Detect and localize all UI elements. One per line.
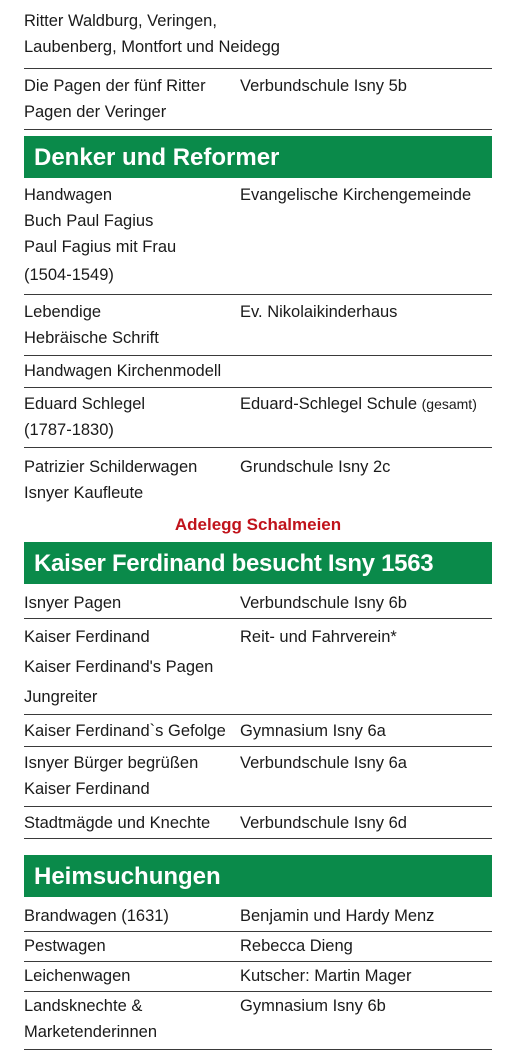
entry-line: Isnyer Bürger begrüßen xyxy=(24,754,199,772)
entry-title xyxy=(24,718,226,744)
entry-participant xyxy=(240,299,397,325)
entry-participant xyxy=(240,182,471,208)
entry-line: Eduard-Schlegel Schule xyxy=(240,395,418,413)
section-heading: Kaiser Ferdinand besucht Isny 1563 xyxy=(24,542,492,584)
entry-line: Handwagen xyxy=(24,186,113,204)
entry-line: Patrizier Schilderwagen xyxy=(24,458,198,476)
entry-participant xyxy=(240,903,434,929)
entry-line: Gymnasium Isny 6b xyxy=(240,997,386,1015)
table-row xyxy=(24,73,492,130)
entry-line: Isnyer Kaufleute xyxy=(24,484,144,502)
table-row xyxy=(24,933,492,962)
section-heading: Heimsuchungen xyxy=(24,855,492,897)
entry-participant xyxy=(240,933,353,959)
table-row xyxy=(24,299,492,356)
table-row xyxy=(24,358,492,388)
entry-line: Lebendige xyxy=(24,303,102,321)
interlude-title: Adelegg Schalmeien xyxy=(174,515,342,534)
entry-line: Kaiser Ferdinand xyxy=(24,628,150,646)
entry-line: Grundschule Isny 2c xyxy=(240,458,391,476)
entry-title xyxy=(24,182,176,288)
entry-title xyxy=(24,963,130,989)
entry-line: Pagen der Veringer xyxy=(24,103,167,121)
entry-title xyxy=(24,903,169,929)
table-row xyxy=(24,993,492,1050)
table-row xyxy=(24,810,492,839)
section-heading: Denker und Reformer xyxy=(24,136,492,178)
entry-line: (1504-1549) xyxy=(24,266,114,284)
entry-participant xyxy=(240,73,407,99)
table-row xyxy=(24,8,492,69)
entry-line: Gymnasium Isny 6a xyxy=(240,722,386,740)
table-row xyxy=(24,454,492,506)
table-row xyxy=(24,903,492,932)
table-row xyxy=(24,750,492,807)
entry-line: Kaiser Ferdinand`s Gefolge xyxy=(24,722,226,740)
entry-line: Landsknechte & xyxy=(24,997,143,1015)
entry-title xyxy=(24,299,159,351)
entry-participant xyxy=(240,750,407,776)
entry-title xyxy=(24,73,206,125)
entry-line: Hebräische Schrift xyxy=(24,329,159,347)
entry-title xyxy=(24,454,197,506)
entry-line: (gesamt) xyxy=(421,396,477,412)
entry-line: Stadtmägde und Knechte xyxy=(24,814,211,832)
table-row xyxy=(24,718,492,747)
entry-line: Eduard Schlegel xyxy=(24,395,146,413)
entry-participant xyxy=(240,810,407,836)
entry-line: Jungreiter xyxy=(24,688,98,706)
entry-participant xyxy=(240,718,386,744)
entry-participant xyxy=(240,391,477,417)
table-row xyxy=(24,963,492,992)
table-row xyxy=(24,182,492,295)
entry-line: Verbundschule Isny 6a xyxy=(240,754,407,772)
table-row xyxy=(24,590,492,619)
entry-line: Rebecca Dieng xyxy=(240,937,353,955)
entry-title xyxy=(24,750,198,802)
entry-participant xyxy=(240,993,386,1019)
entry-line: Leichenwagen xyxy=(24,967,131,985)
entry-line: Laubenberg, Montfort und Neidegg xyxy=(24,38,280,56)
table-row xyxy=(24,391,492,448)
entry-line: Ritter Waldburg, Veringen, xyxy=(24,12,217,30)
entry-line: Kaiser Ferdinand xyxy=(24,780,150,798)
entry-line: Verbundschule Isny 6b xyxy=(240,594,407,612)
entry-line: Reit- und Fahrverein* xyxy=(240,628,397,646)
entry-line: Kutscher: Martin Mager xyxy=(240,967,412,985)
table-row xyxy=(24,622,492,715)
entry-line: Benjamin und Hardy Menz xyxy=(240,907,435,925)
entry-line: Brandwagen (1631) xyxy=(24,907,169,925)
entry-line: Evangelische Kirchengemeinde xyxy=(240,186,472,204)
entry-title xyxy=(24,8,280,60)
entry-title xyxy=(24,358,221,384)
entry-line: Pestwagen xyxy=(24,937,106,955)
entry-line: Verbundschule Isny 5b xyxy=(240,77,407,95)
entry-line: (1787-1830) xyxy=(24,421,114,439)
entry-participant xyxy=(240,454,390,480)
entry-line: Marketenderinnen xyxy=(24,1023,157,1041)
entry-participant xyxy=(240,963,411,989)
entry-title xyxy=(24,590,121,616)
entry-line: Isnyer Pagen xyxy=(24,594,122,612)
entry-line: Die Pagen der fünf Ritter xyxy=(24,77,206,95)
entry-title xyxy=(24,933,106,959)
entry-line: Kaiser Ferdinand's Pagen xyxy=(24,658,214,676)
entry-line: Paul Fagius mit Frau xyxy=(24,238,177,256)
entry-line: Buch Paul Fagius xyxy=(24,212,154,230)
entry-participant xyxy=(240,590,407,616)
entry-line: Verbundschule Isny 6d xyxy=(240,814,407,832)
entry-line: Handwagen Kirchenmodell xyxy=(24,362,222,380)
entry-participant xyxy=(240,622,397,652)
entry-title xyxy=(24,993,157,1045)
program-list xyxy=(24,0,492,1050)
entry-title xyxy=(24,391,145,443)
entry-title xyxy=(24,622,213,712)
entry-line: Ev. Nikolaikinderhaus xyxy=(240,303,398,321)
entry-title xyxy=(24,810,210,836)
